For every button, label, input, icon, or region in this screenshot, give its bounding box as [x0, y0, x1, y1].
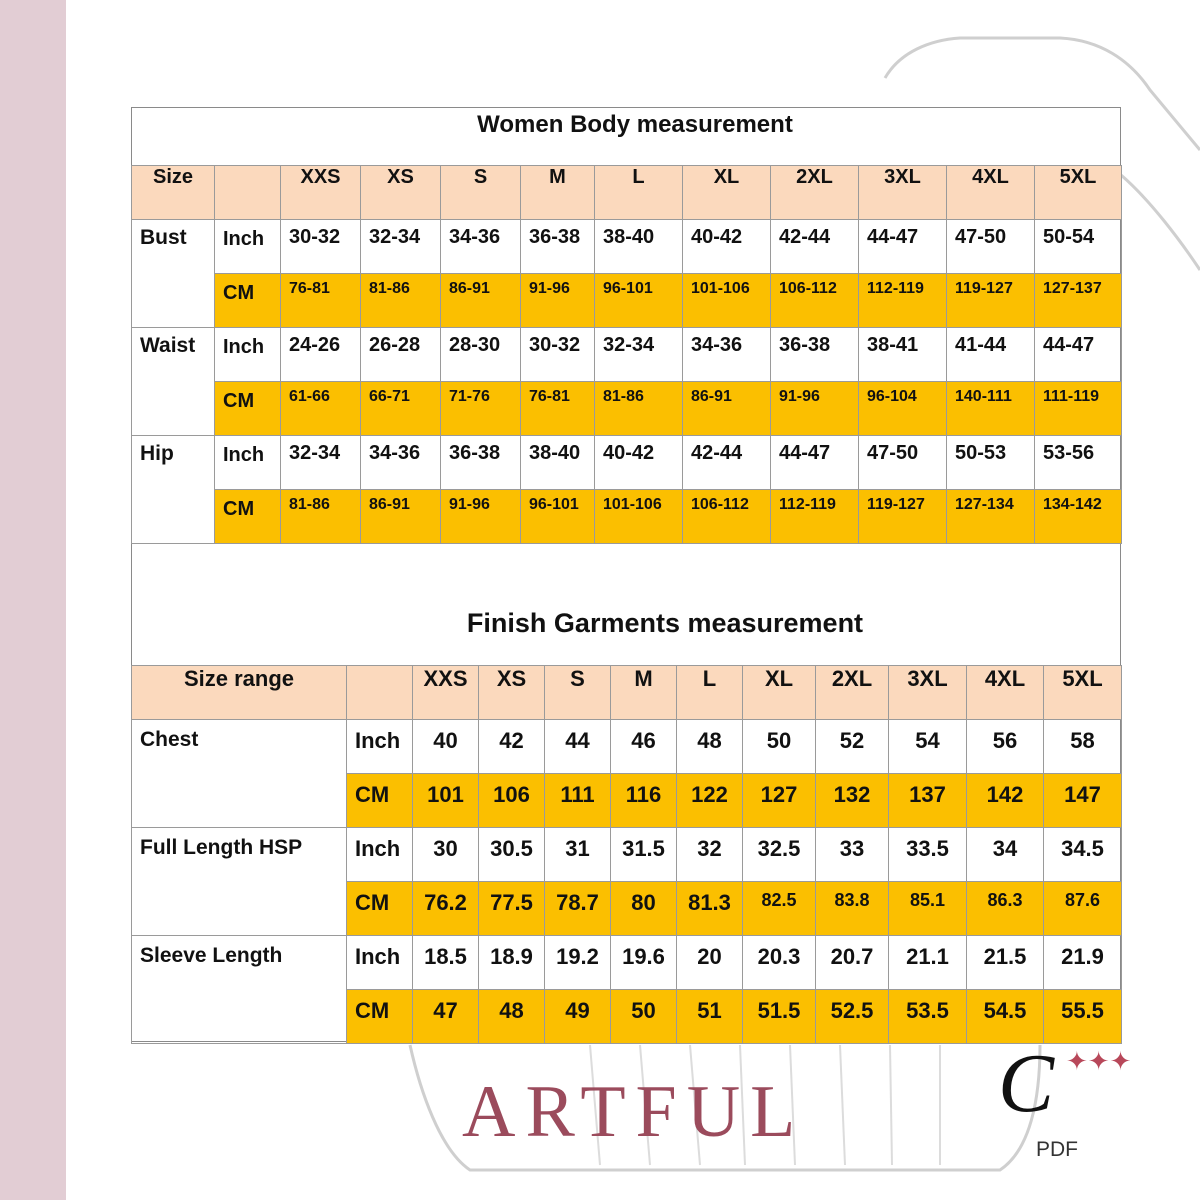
measure-label: Full Length HSP [132, 828, 347, 936]
value-cell: 36-38 [771, 328, 859, 382]
value-cell: 47-50 [947, 220, 1035, 274]
value-cell: 20 [677, 936, 743, 990]
header-cell: Size range [132, 666, 347, 720]
header-cell: M [521, 166, 595, 220]
value-cell: 76-81 [281, 274, 361, 328]
value-cell: 101-106 [595, 490, 683, 544]
value-cell: 32 [677, 828, 743, 882]
value-cell: 127-137 [1035, 274, 1122, 328]
header-cell: L [595, 166, 683, 220]
header-cell: 2XL [816, 666, 889, 720]
unit-label: CM [215, 490, 281, 544]
value-cell: 122 [677, 774, 743, 828]
unit-label: CM [347, 990, 413, 1044]
value-cell: 53.5 [889, 990, 967, 1044]
value-cell: 86-91 [441, 274, 521, 328]
value-cell: 101-106 [683, 274, 771, 328]
header-cell: XL [743, 666, 816, 720]
value-cell: 78.7 [545, 882, 611, 936]
value-cell: 30-32 [281, 220, 361, 274]
value-cell: 34-36 [441, 220, 521, 274]
value-cell: 54 [889, 720, 967, 774]
value-cell: 112-119 [859, 274, 947, 328]
value-cell: 81.3 [677, 882, 743, 936]
table-row [132, 220, 1122, 274]
value-cell: 106-112 [683, 490, 771, 544]
value-cell: 44-47 [859, 220, 947, 274]
brand-wordmark: ARTFUL [462, 1071, 806, 1153]
value-cell: 46 [611, 720, 677, 774]
value-cell: 47-50 [859, 436, 947, 490]
unit-label: Inch [347, 720, 413, 774]
measure-label: Bust [132, 220, 215, 328]
value-cell: 50-53 [947, 436, 1035, 490]
header-cell: XS [479, 666, 545, 720]
value-cell: 96-101 [595, 274, 683, 328]
value-cell: 30.5 [479, 828, 545, 882]
value-cell: 34 [967, 828, 1044, 882]
value-cell: 132 [816, 774, 889, 828]
header-cell: S [441, 166, 521, 220]
value-cell: 55.5 [1044, 990, 1122, 1044]
value-cell: 53-56 [1035, 436, 1122, 490]
finish-garments-table [131, 665, 1122, 1044]
value-cell: 51.5 [743, 990, 816, 1044]
value-cell: 82.5 [743, 882, 816, 936]
value-cell: 96-101 [521, 490, 595, 544]
header-cell: XXS [281, 166, 361, 220]
value-cell: 61-66 [281, 382, 361, 436]
unit-label: CM [347, 882, 413, 936]
value-cell: 31 [545, 828, 611, 882]
value-cell: 71-76 [441, 382, 521, 436]
header-cell: 5XL [1035, 166, 1122, 220]
measure-label: Sleeve Length [132, 936, 347, 1044]
value-cell: 26-28 [361, 328, 441, 382]
unit-label: Inch [347, 828, 413, 882]
value-cell: 147 [1044, 774, 1122, 828]
table-row [132, 328, 1122, 382]
header-cell: Size [132, 166, 215, 220]
unit-label: Inch [215, 220, 281, 274]
unit-label: CM [347, 774, 413, 828]
value-cell: 80 [611, 882, 677, 936]
value-cell: 34-36 [683, 328, 771, 382]
value-cell: 134-142 [1035, 490, 1122, 544]
header-cell: 4XL [947, 166, 1035, 220]
measure-label: Chest [132, 720, 347, 828]
table-row [132, 936, 1122, 990]
value-cell: 28-30 [441, 328, 521, 382]
value-cell: 116 [611, 774, 677, 828]
value-cell: 32-34 [281, 436, 361, 490]
table-row [132, 382, 1122, 436]
value-cell: 77.5 [479, 882, 545, 936]
value-cell: 127 [743, 774, 816, 828]
brand-logo-letter: C [998, 1037, 1055, 1130]
value-cell: 24-26 [281, 328, 361, 382]
sparkle-icon: ✦✦✦ [1066, 1046, 1132, 1076]
value-cell: 76-81 [521, 382, 595, 436]
value-cell: 50 [743, 720, 816, 774]
header-cell: XXS [413, 666, 479, 720]
value-cell: 42-44 [683, 436, 771, 490]
value-cell: 47 [413, 990, 479, 1044]
value-cell: 38-41 [859, 328, 947, 382]
table-row [132, 436, 1122, 490]
value-cell: 85.1 [889, 882, 967, 936]
value-cell: 52.5 [816, 990, 889, 1044]
unit-label: Inch [215, 328, 281, 382]
value-cell: 21.9 [1044, 936, 1122, 990]
value-cell: 44-47 [771, 436, 859, 490]
value-cell: 106 [479, 774, 545, 828]
header-cell: 3XL [859, 166, 947, 220]
value-cell: 112-119 [771, 490, 859, 544]
value-cell: 33.5 [889, 828, 967, 882]
table-row [132, 490, 1122, 544]
value-cell: 48 [479, 990, 545, 1044]
value-cell: 34-36 [361, 436, 441, 490]
value-cell: 86-91 [361, 490, 441, 544]
garment-header-row [132, 666, 1122, 720]
women-body-table [131, 165, 1122, 544]
value-cell: 19.2 [545, 936, 611, 990]
value-cell: 21.5 [967, 936, 1044, 990]
value-cell: 137 [889, 774, 967, 828]
table-row [132, 274, 1122, 328]
header-cell: 2XL [771, 166, 859, 220]
value-cell: 81-86 [361, 274, 441, 328]
header-cell: XL [683, 166, 771, 220]
unit-label: CM [215, 382, 281, 436]
value-cell: 140-111 [947, 382, 1035, 436]
value-cell: 66-71 [361, 382, 441, 436]
women-body-title: Women Body measurement [477, 111, 793, 138]
value-cell: 36-38 [521, 220, 595, 274]
value-cell: 36-38 [441, 436, 521, 490]
value-cell: 20.3 [743, 936, 816, 990]
header-cell: 5XL [1044, 666, 1122, 720]
value-cell: 18.9 [479, 936, 545, 990]
value-cell: 18.5 [413, 936, 479, 990]
value-cell: 111 [545, 774, 611, 828]
value-cell: 19.6 [611, 936, 677, 990]
value-cell: 111-119 [1035, 382, 1122, 436]
value-cell: 87.6 [1044, 882, 1122, 936]
value-cell: 38-40 [521, 436, 595, 490]
value-cell: 142 [967, 774, 1044, 828]
value-cell: 40-42 [595, 436, 683, 490]
value-cell: 119-127 [859, 490, 947, 544]
value-cell: 44-47 [1035, 328, 1122, 382]
value-cell: 30-32 [521, 328, 595, 382]
value-cell: 91-96 [441, 490, 521, 544]
value-cell: 32-34 [361, 220, 441, 274]
value-cell: 40-42 [683, 220, 771, 274]
value-cell: 96-104 [859, 382, 947, 436]
header-cell: L [677, 666, 743, 720]
table-row [132, 828, 1122, 882]
value-cell: 42-44 [771, 220, 859, 274]
value-cell: 48 [677, 720, 743, 774]
value-cell: 32-34 [595, 328, 683, 382]
value-cell: 40 [413, 720, 479, 774]
value-cell: 33 [816, 828, 889, 882]
header-cell: 4XL [967, 666, 1044, 720]
value-cell: 91-96 [771, 382, 859, 436]
header-cell: S [545, 666, 611, 720]
value-cell: 20.7 [816, 936, 889, 990]
header-cell [347, 666, 413, 720]
value-cell: 34.5 [1044, 828, 1122, 882]
value-cell: 81-86 [595, 382, 683, 436]
value-cell: 86.3 [967, 882, 1044, 936]
table-row [132, 720, 1122, 774]
unit-label: Inch [215, 436, 281, 490]
header-cell: 3XL [889, 666, 967, 720]
finish-garments-title: Finish Garments measurement [466, 608, 864, 638]
header-cell: M [611, 666, 677, 720]
value-cell: 31.5 [611, 828, 677, 882]
format-label: PDF [1036, 1138, 1078, 1161]
value-cell: 38-40 [595, 220, 683, 274]
value-cell: 81-86 [281, 490, 361, 544]
value-cell: 83.8 [816, 882, 889, 936]
value-cell: 106-112 [771, 274, 859, 328]
value-cell: 32.5 [743, 828, 816, 882]
value-cell: 101 [413, 774, 479, 828]
value-cell: 91-96 [521, 274, 595, 328]
measure-label: Waist [132, 328, 215, 436]
value-cell: 56 [967, 720, 1044, 774]
header-cell: XS [361, 166, 441, 220]
value-cell: 54.5 [967, 990, 1044, 1044]
value-cell: 127-134 [947, 490, 1035, 544]
measure-label: Hip [132, 436, 215, 544]
value-cell: 30 [413, 828, 479, 882]
women-header-row [132, 166, 1122, 220]
value-cell: 119-127 [947, 274, 1035, 328]
value-cell: 76.2 [413, 882, 479, 936]
value-cell: 44 [545, 720, 611, 774]
value-cell: 21.1 [889, 936, 967, 990]
value-cell: 58 [1044, 720, 1122, 774]
value-cell: 51 [677, 990, 743, 1044]
value-cell: 49 [545, 990, 611, 1044]
unit-label: Inch [347, 936, 413, 990]
value-cell: 86-91 [683, 382, 771, 436]
value-cell: 42 [479, 720, 545, 774]
header-cell [215, 166, 281, 220]
value-cell: 41-44 [947, 328, 1035, 382]
value-cell: 50-54 [1035, 220, 1122, 274]
value-cell: 50 [611, 990, 677, 1044]
unit-label: CM [215, 274, 281, 328]
value-cell: 52 [816, 720, 889, 774]
